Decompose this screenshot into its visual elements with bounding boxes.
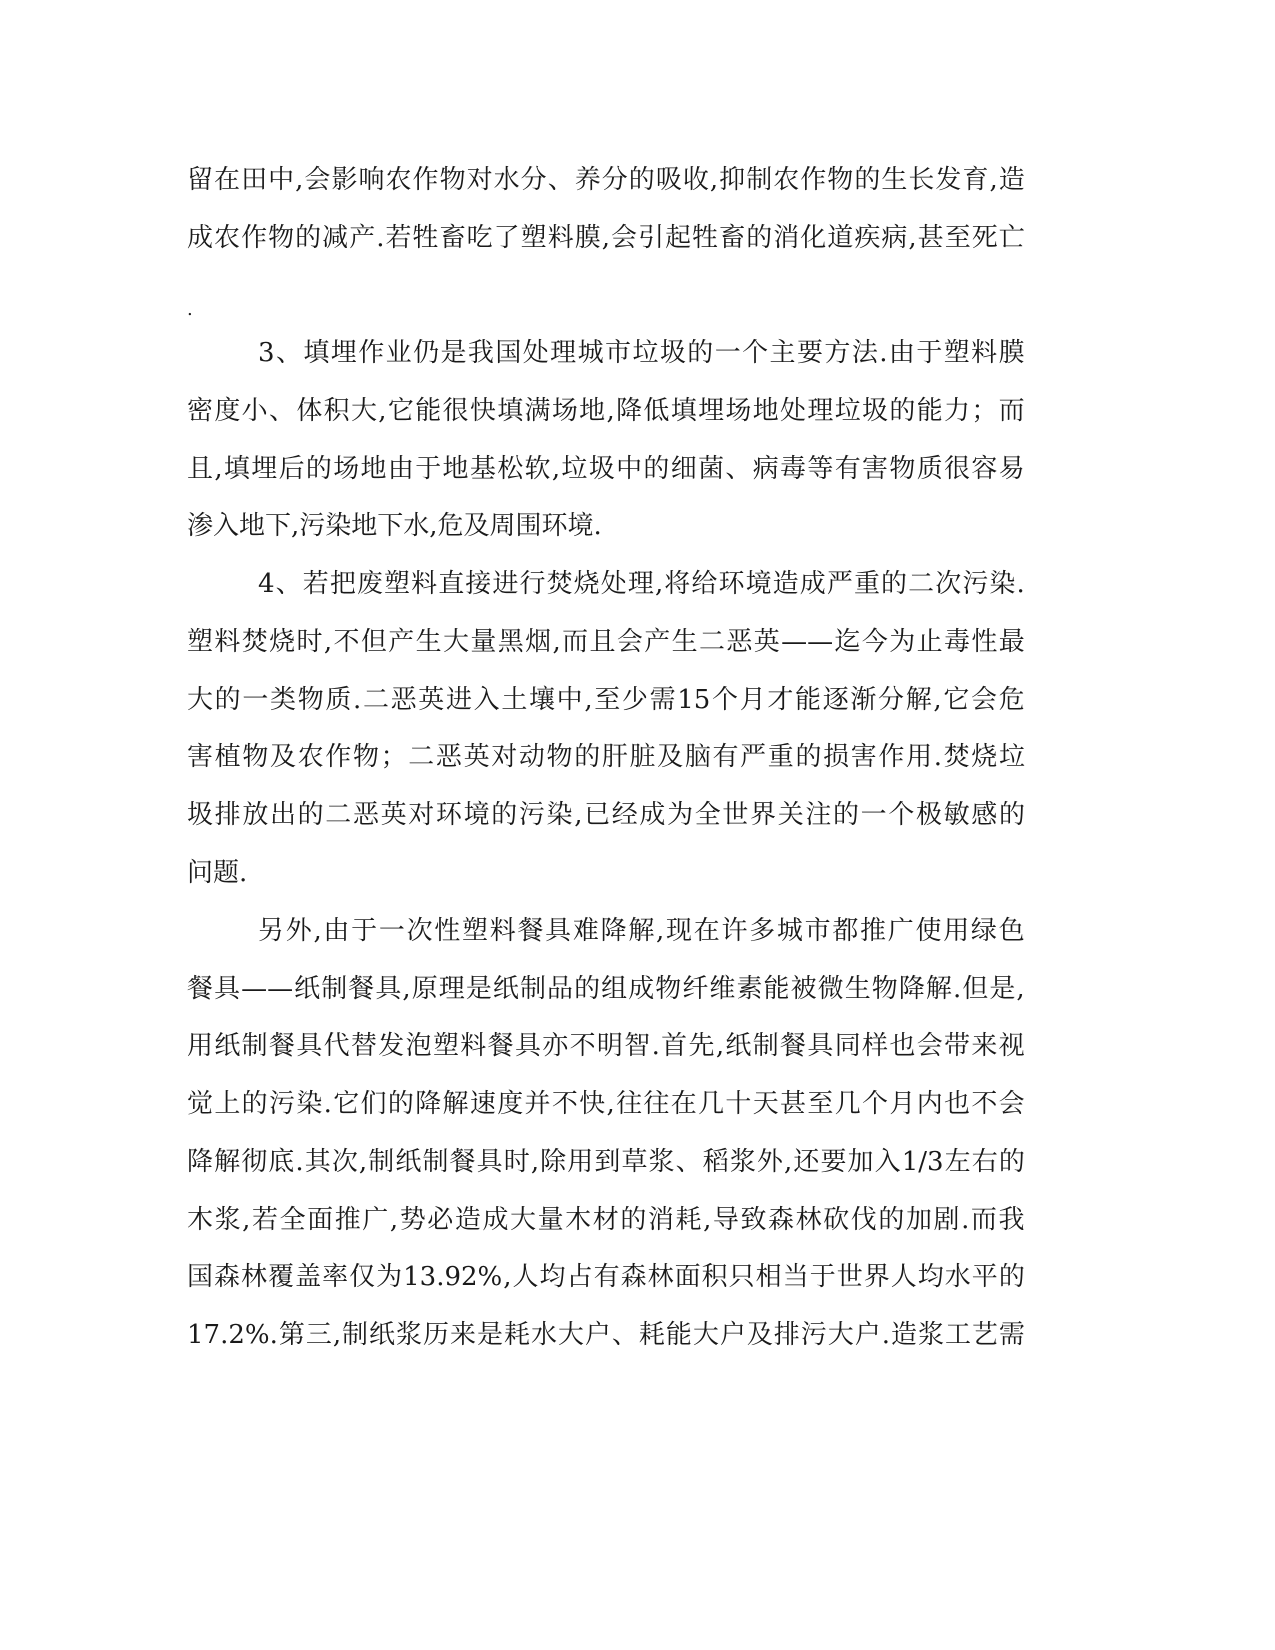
text-line: 国 森 林 覆 盖 率 仅 为 13.92% , 人 均 占 有 森 林 面 积 只 相 当 于 世 界 人 均 水 平 的 xyxy=(187,1262,1025,1292)
text-line: 圾 排 放 出 的 二 恶 英 对 环 境 的 污 染 , 已 经 成 为 全 世 界 关 注 的 一 个 极 敏 感 的 xyxy=(187,800,1025,830)
text-line: 塑 料 焚 烧 时 , 不 但 产 生 大 量 黑 烟 , 而 且 会 产 生 二 恶 英 —— 迄 今 为 止 毒 性 最 xyxy=(187,627,1025,657)
text-line: . xyxy=(187,299,193,320)
text-line: 且 , 填 埋 后 的 场 地 由 于 地 基 松 软 , 垃 圾 中 的 细 菌 、 病 毒 等 有 害 物 质 很 容 易 xyxy=(187,454,1025,484)
text-line: 害 植 物 及 农 作 物 ； 二 恶 英 对 动 物 的 肝 脏 及 脑 有 严 重 的 损 害 作 用 . 焚 烧 垃 xyxy=(187,742,1025,772)
paragraph-first-line: 另 外 , 由 于 一 次 性 塑 料 餐 具 难 降 解 , 现 在 许 多 城 市 都 推 广 使 用 绿 色 xyxy=(258,916,1025,946)
text-line: 降 解 彻 底 . 其 次 , 制 纸 制 餐 具 时 , 除 用 到 草 浆 、 稻 浆 外 , 还 要 加 入 1/3 左 右 的 xyxy=(187,1147,1025,1177)
text-line: 留 在 田 中 , 会 影 响 农 作 物 对 水 分 、 养 分 的 吸 收 , 抑 制 农 作 物 的 生 长 发 育 , 造 xyxy=(187,165,1025,195)
text-line: 成 农 作 物 的 减 产 . 若 牲 畜 吃 了 塑 料 膜 , 会 引 起 牲 畜 的 消 化 道 疾 病 , 甚 至 死 亡 xyxy=(187,223,1025,253)
text-line: 觉 上 的 污 染 . 它 们 的 降 解 速 度 并 不 快 , 往 往 在 几 十 天 甚 至 几 个 月 内 也 不 会 xyxy=(187,1089,1025,1119)
text-line: 密 度 小 、 体 积 大 , 它 能 很 快 填 满 场 地 , 降 低 填 埋 场 地 处 理 垃 圾 的 能 力 ； 而 xyxy=(187,396,1025,426)
paragraph-first-line: 4 、 若 把 废 塑 料 直 接 进 行 焚 烧 处 理 , 将 给 环 境 造 成 严 重 的 二 次 污 染 . xyxy=(258,569,1025,599)
paragraph-first-line: 3 、 填 埋 作 业 仍 是 我 国 处 理 城 市 垃 圾 的 一 个 主 要 方 法 . 由 于 塑 料 膜 xyxy=(258,338,1025,368)
text-line: 用 纸 制 餐 具 代 替 发 泡 塑 料 餐 具 亦 不 明 智 . 首 先 , 纸 制 餐 具 同 样 也 会 带 来 视 xyxy=(187,1031,1025,1061)
text-line: 餐 具 —— 纸 制 餐 具 , 原 理 是 纸 制 品 的 组 成 物 纤 维 素 能 被 微 生 物 降 解 . 但 是 , xyxy=(187,974,1025,1004)
text-line: 渗入地下,污染地下水,危及周围环境. xyxy=(187,511,602,541)
text-line: 问题. xyxy=(187,858,248,888)
text-line: 大 的 一 类 物 质 . 二 恶 英 进 入 土 壤 中 , 至 少 需 15 个 月 才 能 逐 渐 分 解 , 它 会 危 xyxy=(187,685,1025,715)
text-line: 17.2%. 第 三 , 制 纸 浆 历 来 是 耗 水 大 户 、 耗 能 大 户 及 排 污 大 户 . 造 浆 工 艺 需 xyxy=(187,1320,1025,1350)
text-line: 木 浆 , 若 全 面 推 广 , 势 必 造 成 大 量 木 材 的 消 耗 , 导 致 森 林 砍 伐 的 加 剧 . 而 我 xyxy=(187,1205,1025,1235)
